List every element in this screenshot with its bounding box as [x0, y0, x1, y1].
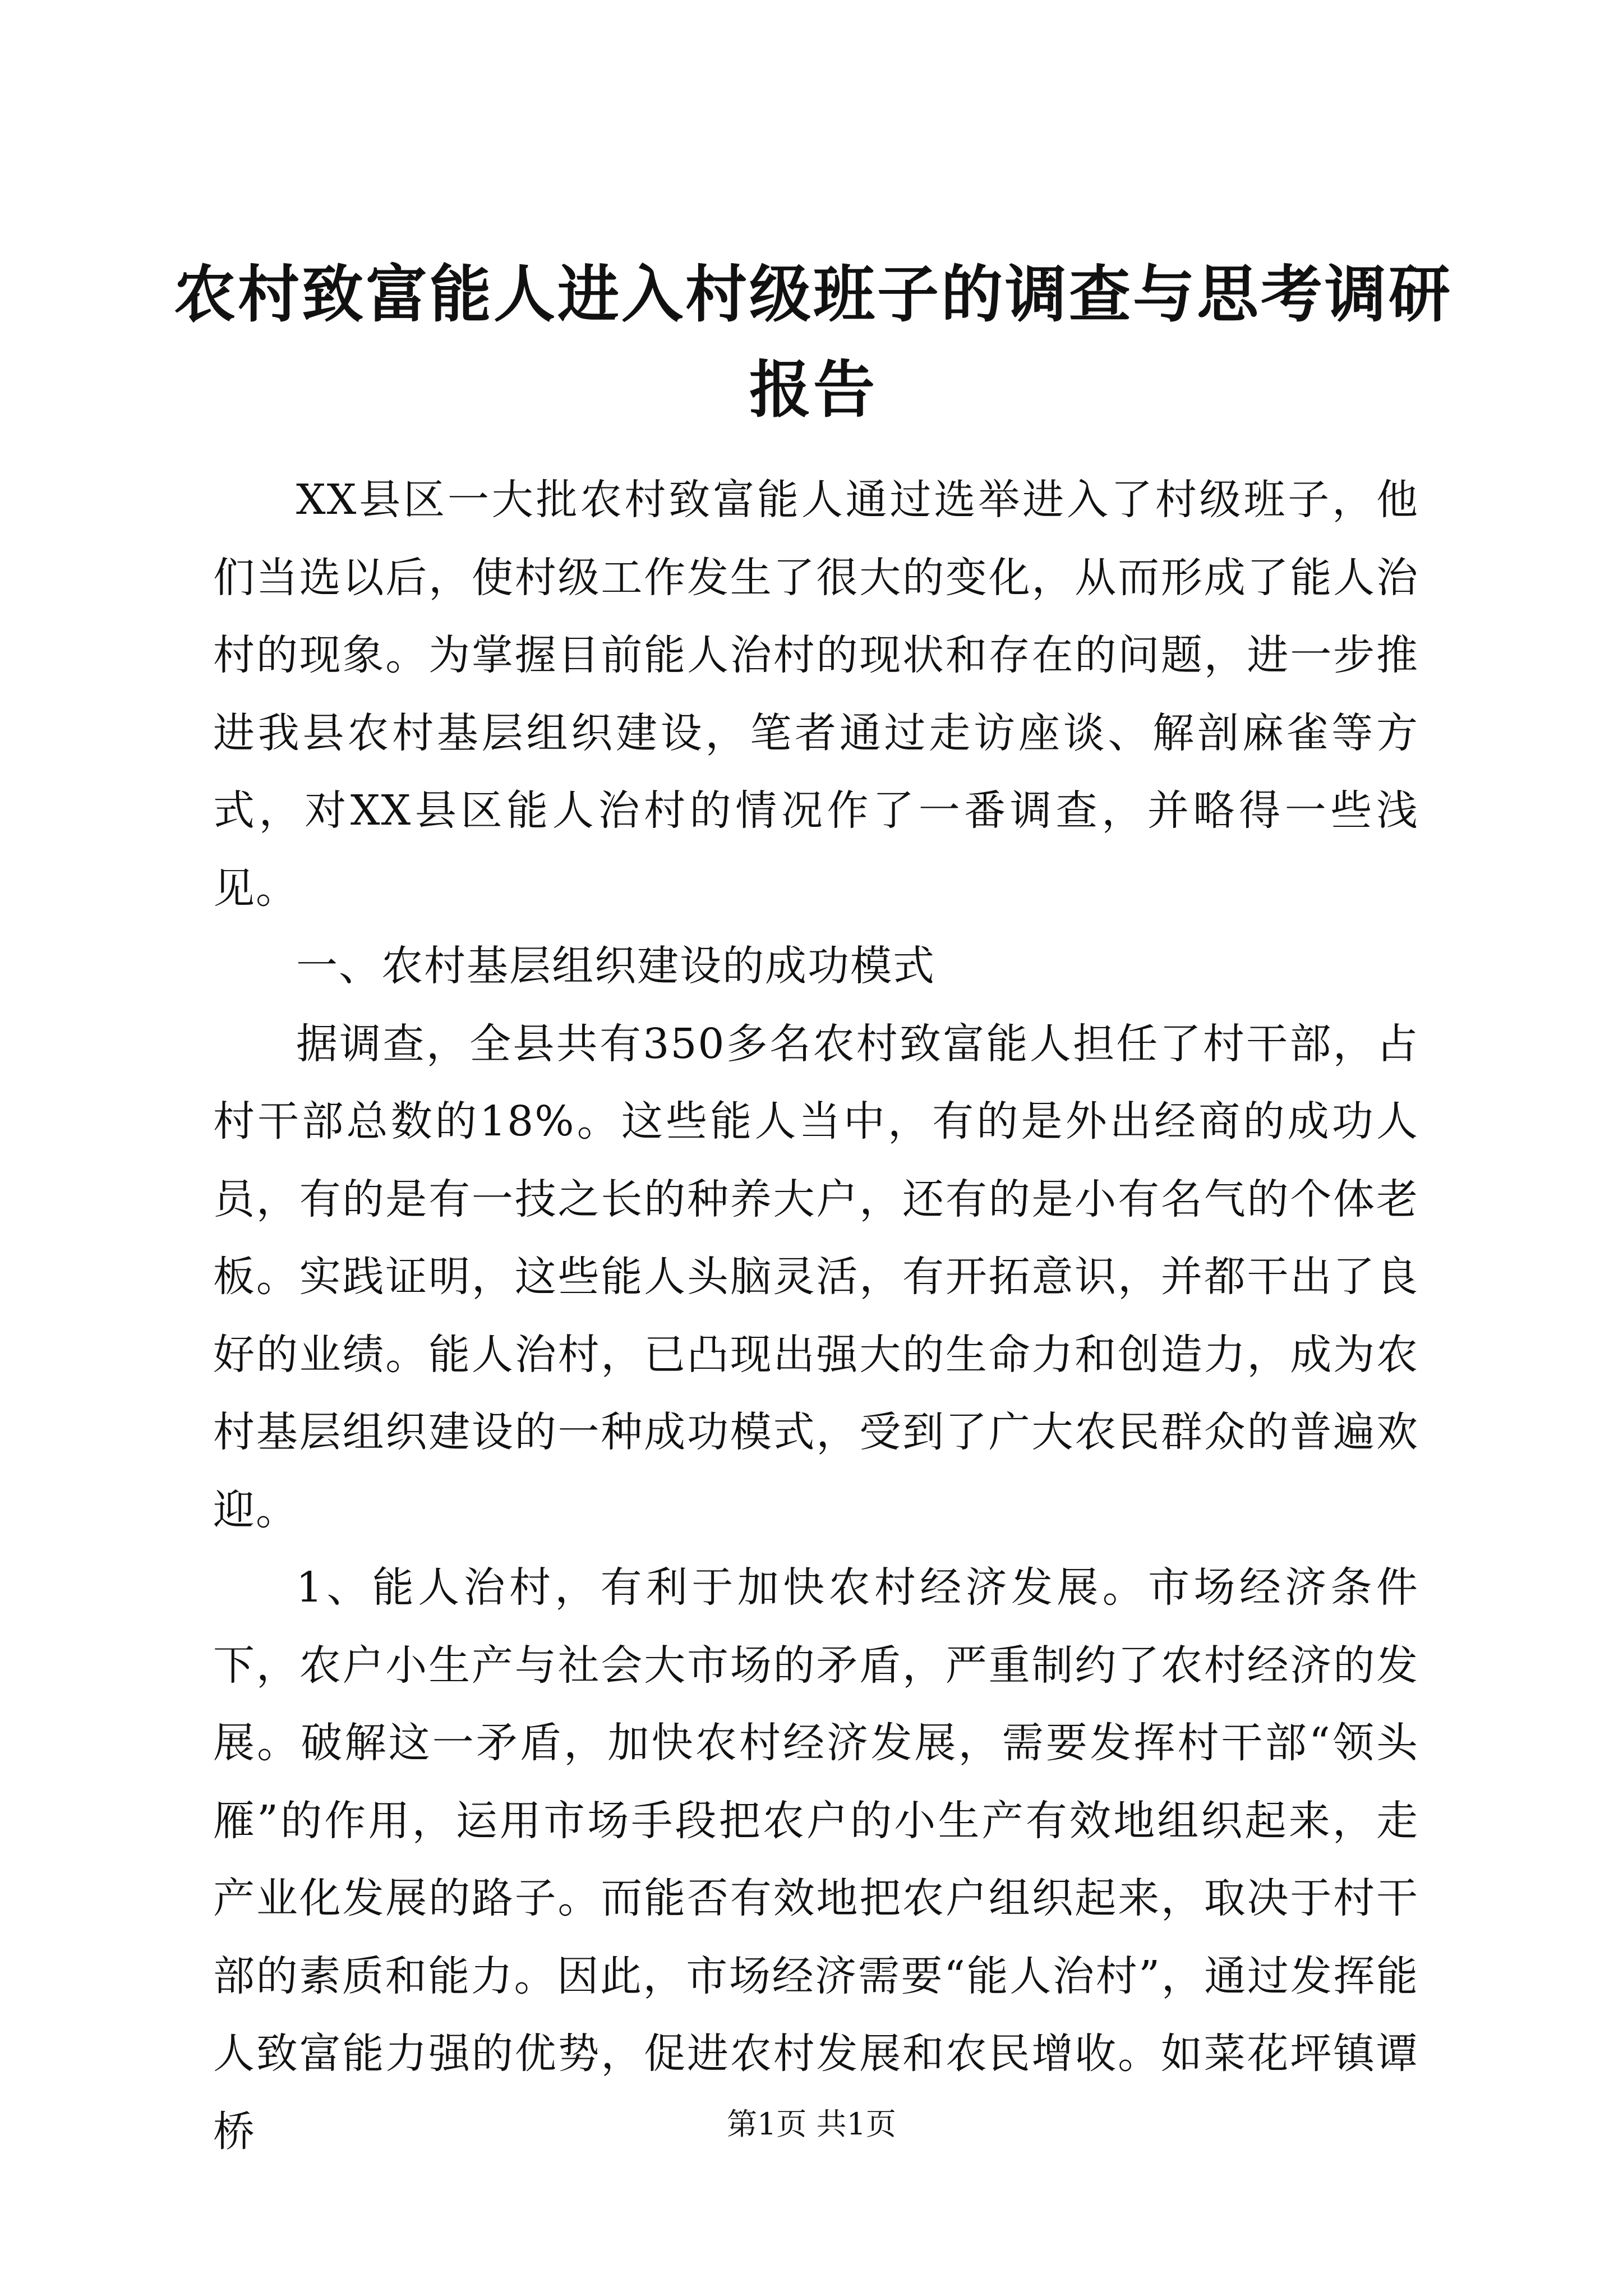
paragraph-point-1: 1、能人治村，有利于加快农村经济发展。市场经济条件下，农户小生产与社会大市场的矛盾，严重制约了农村经济的发展。破解这一矛盾，加快农村经济发展，需要发挥村干部“领头雁”的作用，运用市场手段把农户的小生产有效地组织起来，走产业化发展的路子。而能否有效地把农户组织起来，取决于村干部的素质和能力。因此，市场经济需要“能人治村”，通过发挥能人致富能力强的优势，促进农村发展和农民增收。如菜花坪镇谭桥 [213, 1563, 1419, 2156]
paragraph-intro: XX县区一大批农村致富能人通过选举进入了村级班子，他们当选以后，使村级工作发生了很大的变化，从而形成了能人治村的现象。为掌握目前能人治村的现状和存在的问题，进一步推进我县农村基层组织建设，笔者通过走访座谈、解剖麻雀等方式，对XX县区能人治村的情况作了一番调查，并略得一些浅见。 [213, 476, 1419, 913]
section-heading: 一、农村基层组织建设的成功模式 [296, 942, 935, 990]
document-body [213, 461, 1419, 2170]
page-footer: 第1页 共1页 [727, 2106, 896, 2142]
paragraph-survey: 据调查，全县共有350多名农村致富能人担任了村干部，占村干部总数的18%。这些能人当中，有的是外出经商的成功人员，有的是有一技之长的种养大户，还有的是小有名气的个体老板。实践证明，这些能人头脑灵活，有开拓意识，并都干出了良好的业绩。能人治村，已凸现出强大的生命力和创造力，成为农村基层组织建设的一种成功模式，受到了广大农民群众的普遍欢迎。 [213, 1019, 1419, 1534]
document-title: 农村致富能人进入村级班子的调查与思考调研报告 [174, 258, 1453, 426]
